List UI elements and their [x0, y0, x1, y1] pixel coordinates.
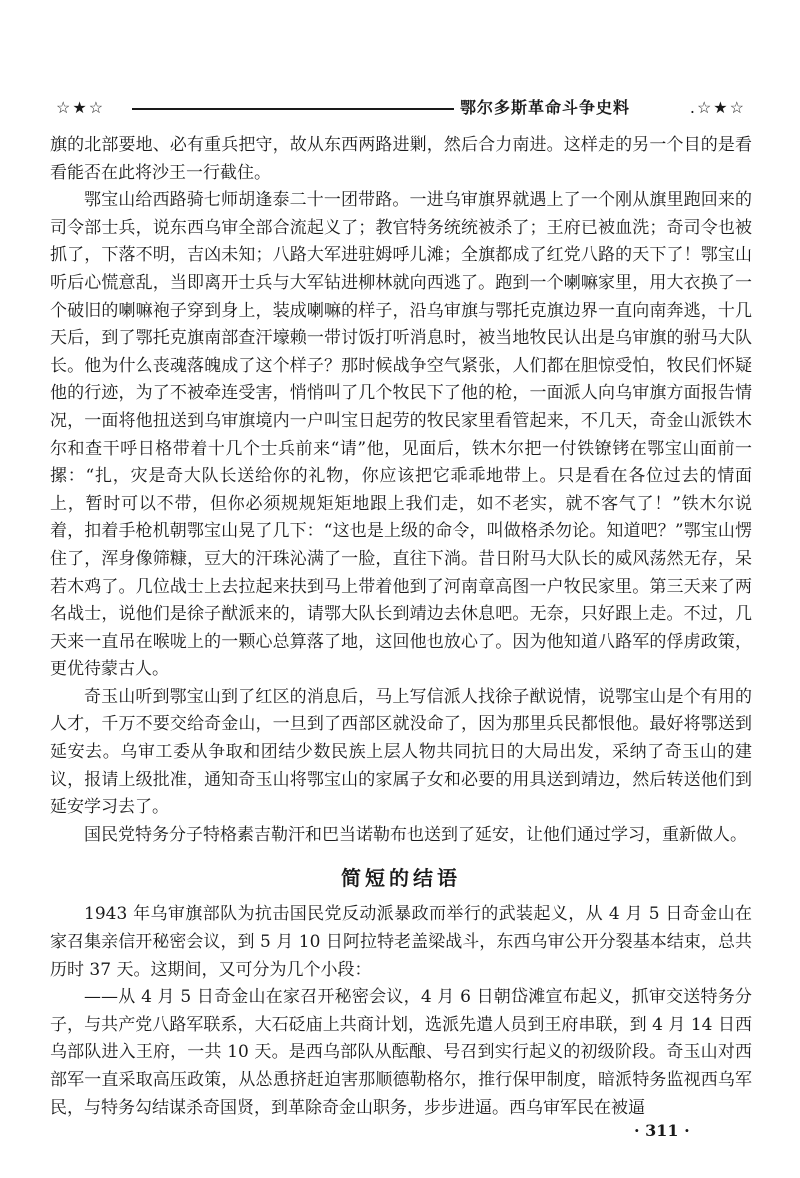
paragraph: 国民党特务分子特格素吉勒汗和巴当诺勒布也送到了延安，让他们通过学习，重新做人。	[84, 824, 747, 845]
header-title: 鄂尔多斯革命斗争史料	[460, 98, 631, 117]
header-rule	[132, 108, 454, 110]
page-body	[50, 132, 752, 1122]
paragraph: 鄂宝山给西路骑七师胡逢泰二十一团带路。一进乌审旗界就遇上了一个刚从旗里跑回来的司令部士兵，说东西乌审全部合流起义了；教官特务统统被杀了；王府已被血洗；奇司令也被抓了，下落不明，吉凶未知；八路大军进驻姆呼儿滩；全旗都成了红党八路的天下了！鄂宝山听后心慌意乱，当即离开士兵与大军钻进柳林就向西逃了。跑到一个喇嘛家里，用大衣换了一个破旧的喇嘛袍子穿到身上，装成喇嘛的样子，沿乌审旗与鄂托克旗边界一直向南奔逃，十几天后，到了鄂托克旗南部查汗壕赖一带讨饭打听消息时，被当地牧民认出是乌审旗的驸马大队长。他为什么丧魂落魄成了这个样子？那时候战争空气紧张，人们都在胆惊受怕，牧民们怀疑他的行迹，为了不被牵连受害，悄悄叫了几个牧民下了他的枪，一面派人向乌审旗方面报告情况，一面将他扭送到乌审旗境内一户叫宝日起劳的牧民家里看管起来，不几天，奇金山派铁木尔和查干呼日格带着十几个士兵前来“请”他，见面后，铁木尔把一付铁镣铐在鄂宝山面前一摞：“扎，灾是奇大队长送给你的礼物，你应该把它乖乖地带上。只是看在各位过去的情面上，暂时可以不带，但你必须规规矩矩地跟上我们走，如不老实，就不客气了！”铁木尔说着，扣着手枪机朝鄂宝山晃了几下：“这也是上级的命令，叫做格杀勿论。知道吧？”鄂宝山愣住了，浑身像筛糠，豆大的汗珠沁满了一脸，直往下淌。昔日附马大队长的威风荡然无存，呆若木鸡了。几位战士上去拉起来扶到马上带着他到了河南章高图一户牧民家里。第三天来了两名战士，说他们是徐子猷派来的，请鄂大队长到靖边去休息吧。无奈，只好跟上走。不过，几天来一直吊在喉咙上的一颗心总算落了地，这回他也放心了。因为他知道八路军的俘虏政策，更优待蒙古人。	[50, 190, 752, 680]
paragraph-continuation: 旗的北部要地、必有重兵把守，故从东西两路进剿，然后合力南进。这样走的另一个目的是看看能否在此将沙王一行截住。	[50, 135, 752, 183]
page-number: · 311 ·	[634, 1121, 690, 1140]
header-stars-right: .☆★☆	[689, 98, 746, 117]
header-stars-left: ☆★☆	[56, 98, 106, 117]
paragraph: ——从 4 月 5 日奇金山在家召开秘密会议，4 月 6 日朝岱滩宣布起义，抓审交送特务分子，与共产党八路军联系，大石砭庙上共商计划，选派先遣人员到王府串联，到 4 月 14 日西乌部队进入王府，一共 10 天。是西乌部队从酝酿、号召到实行起义的初级阶段。奇玉山对西部军一直采取高压政策，从怂恿挤赶迫害那顺德勒格尔，推行保甲制度，暗派特务监视西乌军民，与特务勾结谋杀奇国贤，到革除奇金山职务，步步进逼。西乌审军民在被逼	[50, 987, 752, 1118]
paragraph: 奇玉山听到鄂宝山到了红区的消息后，马上写信派人找徐子猷说情，说鄂宝山是个有用的人才，千万不要交给奇金山，一旦到了西部区就没命了，因为那里兵民都恨他。最好将鄂送到延安去。乌审工委从争取和团结少数民族上层人物共同抗日的大局出发，采纳了奇玉山的建议，报请上级批准，通知奇玉山将鄂宝山的家属子女和必要的用具送到靖边，然后转送他们到延安学习去了。	[50, 686, 752, 818]
section-title: 简短的结语	[341, 866, 461, 891]
paragraph: 1943 年乌审旗部队为抗击国民党反动派暴政而举行的武装起义，从 4 月 5 日奇金山在家召集亲信开秘密会议，到 5 月 10 日阿拉特老盖梁战斗，东西乌审公开分裂基本结束，总共历时 37 天。这期间，又可分为几个小段：	[50, 904, 752, 980]
running-header	[40, 96, 760, 122]
